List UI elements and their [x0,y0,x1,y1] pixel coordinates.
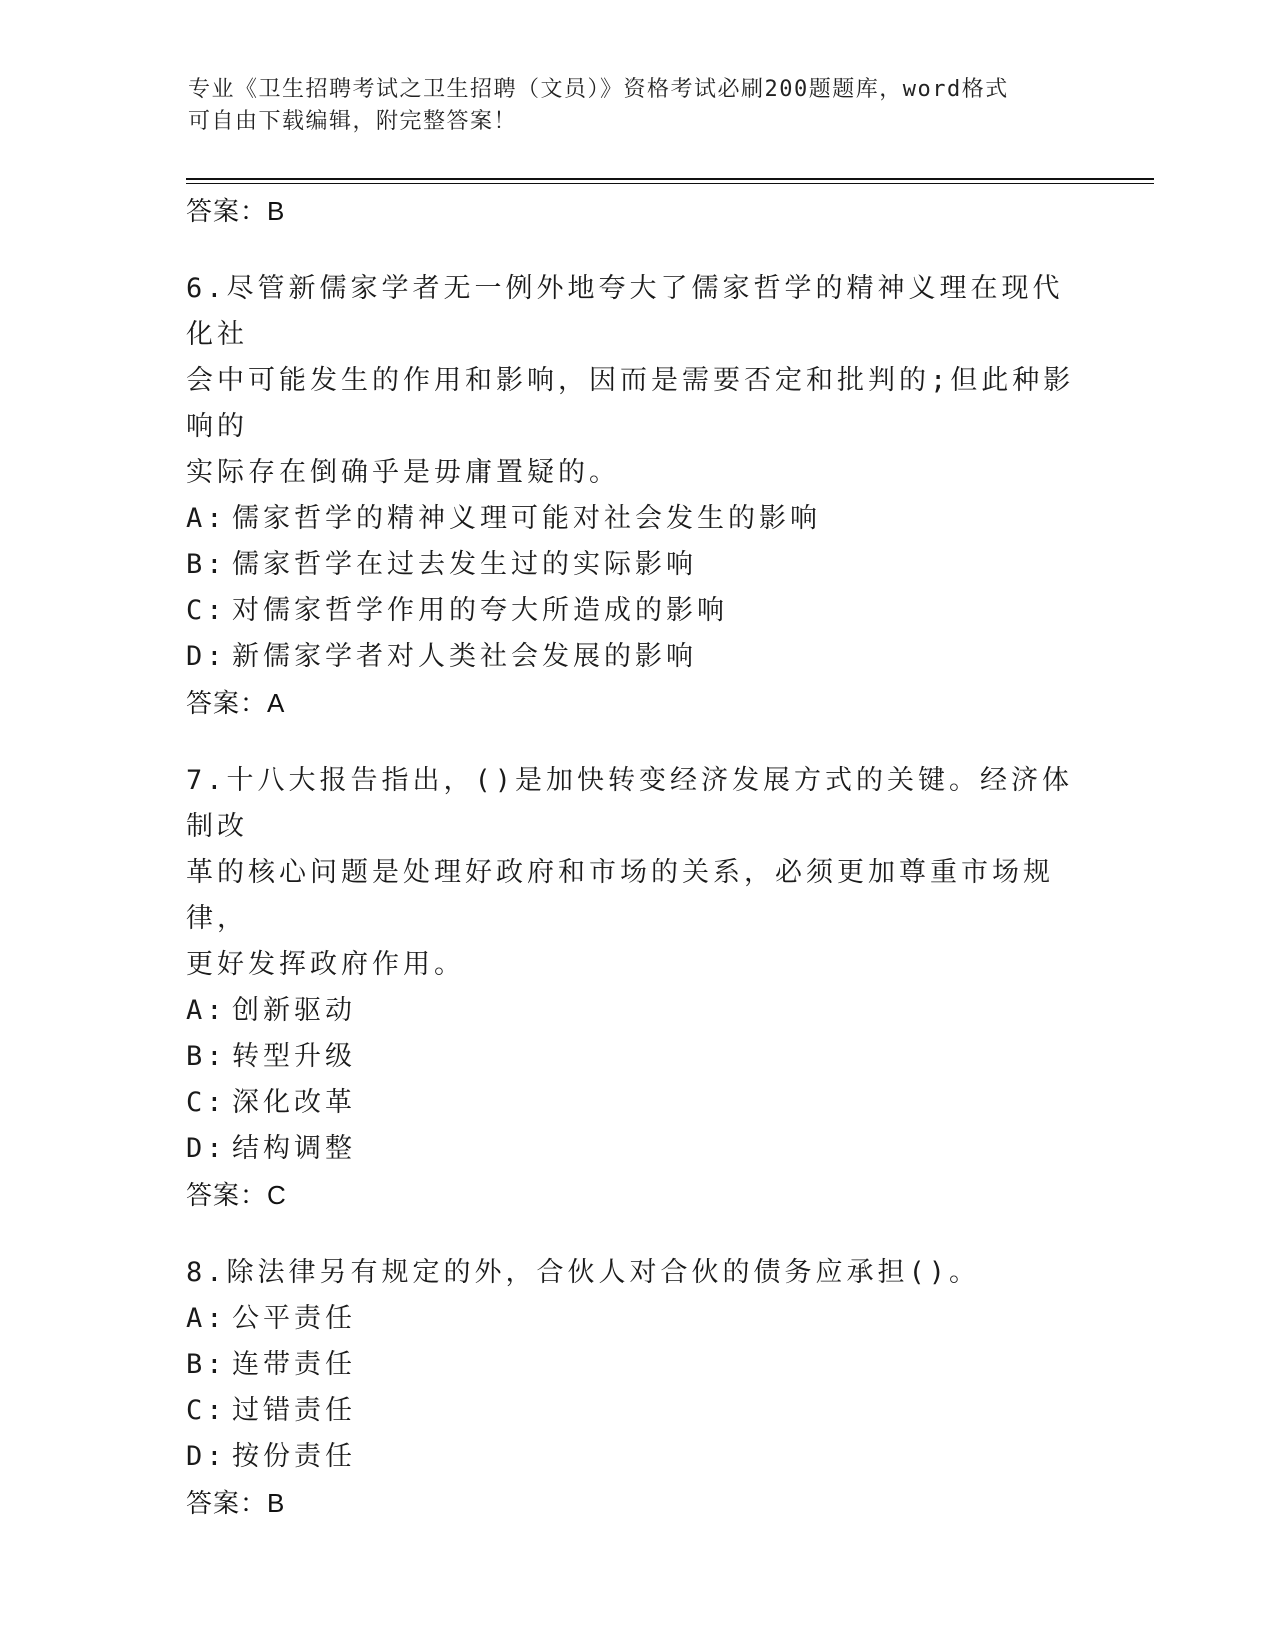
option-b [186,1034,1086,1080]
header-line-1: 专业《卫生招聘考试之卫生招聘（文员）》资格考试必刷200题题库，word格式 [188,77,1009,102]
option-text: 儒家哲学的精神义理可能对社会发生的影响 [232,503,821,534]
option-d [186,634,1086,680]
option-letter: D: [186,1441,227,1472]
question-line: 8.除法律另有规定的外，合伙人对合伙的债务应承担()。 [186,1257,981,1288]
question-block [186,266,1086,726]
option-letter: A: [186,1303,227,1334]
question-line: 实际存在倒确乎是毋庸置疑的。 [186,457,620,488]
option-text: 公平责任 [232,1303,356,1334]
option-c [186,1080,1086,1126]
option-text: 新儒家学者对人类社会发展的影响 [232,641,697,672]
option-letter: C: [186,595,227,626]
option-letter: C: [186,1395,227,1426]
option-letter: A: [186,995,227,1026]
answer-line: 答案：C [186,1180,287,1210]
question-line: 会中可能发生的作用和影响，因而是需要否定和批判的;但此种影响的 [186,365,1075,442]
question-block [186,1250,1086,1526]
option-letter: A: [186,503,227,534]
option-a [186,1296,1086,1342]
option-d [186,1434,1086,1480]
option-text: 过错责任 [232,1395,356,1426]
option-c [186,588,1086,634]
question-block [186,758,1086,1218]
header-line-2: 可自由下载编辑，附完整答案！ [188,109,518,134]
option-c [186,1388,1086,1434]
question-line: 6.尽管新儒家学者无一例外地夸大了儒家哲学的精神义理在现代化社 [186,273,1064,350]
option-text: 创新驱动 [232,995,356,1026]
spacer [186,726,1086,758]
answer-line: 答案：B [186,1488,286,1518]
option-text: 转型升级 [232,1041,356,1072]
option-text: 深化改革 [232,1087,356,1118]
option-text: 连带责任 [232,1349,356,1380]
option-letter: D: [186,1133,227,1164]
spacer [186,234,1086,266]
question-line: 更好发挥政府作用。 [186,949,465,980]
option-text: 儒家哲学在过去发生过的实际影响 [232,549,697,580]
option-letter: C: [186,1087,227,1118]
option-b [186,1342,1086,1388]
answer-line: 答案：B [186,196,286,226]
header-rule-thin [186,183,1154,184]
option-a [186,496,1086,542]
question-line: 革的核心问题是处理好政府和市场的关系，必须更加尊重市场规律， [186,857,1054,934]
header-rule-thick [186,178,1154,180]
option-letter: B: [186,1041,227,1072]
option-text: 结构调整 [232,1133,356,1164]
option-text: 按份责任 [232,1441,356,1472]
option-text: 对儒家哲学作用的夸大所造成的影响 [232,595,728,626]
option-letter: D: [186,641,227,672]
option-letter: B: [186,549,227,580]
question-line: 7.十八大报告指出，()是加快转变经济发展方式的关键。经济体制改 [186,765,1074,842]
page-header [188,74,1068,138]
option-b [186,542,1086,588]
answer-line: 答案：A [186,688,286,718]
option-a [186,988,1086,1034]
option-d [186,1126,1086,1172]
option-letter: B: [186,1349,227,1380]
spacer [186,1218,1086,1250]
question-list [186,188,1086,1526]
